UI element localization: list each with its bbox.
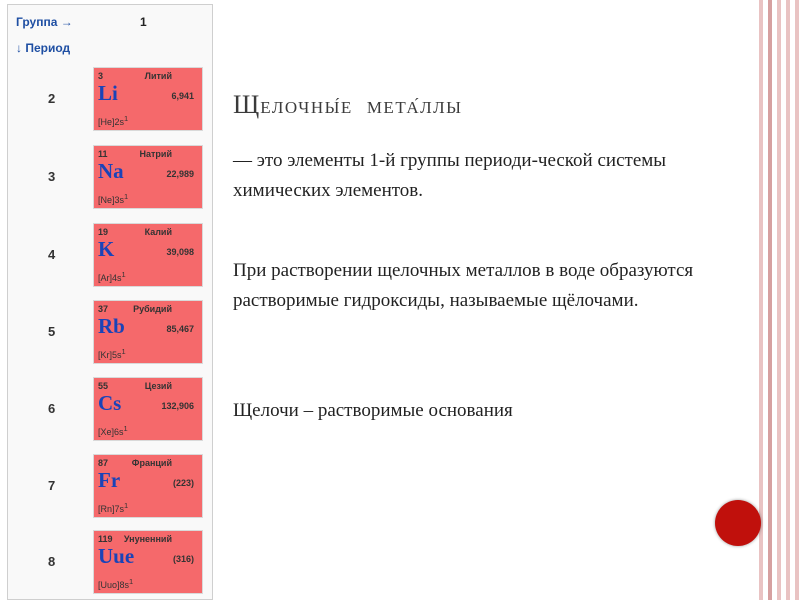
period-number: 4 [48, 247, 56, 262]
atomic-number: 3 [98, 71, 104, 81]
element-symbol: Rb [98, 314, 125, 338]
group-number: 1 [140, 15, 147, 29]
period-header-label: ↓ Период [16, 41, 71, 55]
electron-config: $[Kr]5s^1$ [98, 347, 126, 360]
atomic-mass: (316) [172, 554, 194, 564]
period-number: 5 [48, 324, 56, 339]
element-symbol: Li [98, 81, 118, 105]
element-name: Франций [131, 458, 172, 468]
period-number: 7 [48, 478, 56, 493]
element-name: Калий [144, 227, 172, 237]
element-symbol: Uue [98, 544, 135, 568]
electron-config: $[Uuo]8s^1$ [98, 577, 134, 590]
table-row [8, 145, 212, 211]
element-symbol: Fr [98, 468, 121, 492]
slide-title: ЩЕЛОЧНЫ́Е МЕТА́ЛЛЫ [233, 90, 463, 119]
element-name: Цезий [144, 381, 172, 391]
element-symbol: Na [98, 159, 124, 183]
element-name: Литий [144, 71, 172, 81]
electron-config: $[Ne]3s^1$ [98, 192, 129, 205]
electron-config: $[Rn]7s^1$ [98, 501, 129, 514]
red-circle-icon [715, 500, 761, 546]
period-number: 2 [48, 91, 56, 106]
atomic-mass: 132,906 [161, 401, 194, 411]
group-header-label: Группа → [16, 15, 73, 29]
table-row [8, 377, 212, 443]
element-name: Унуненний [123, 534, 172, 544]
atomic-mass: 6,941 [171, 91, 194, 101]
element-cell-potassium[interactable] [93, 223, 203, 287]
element-cell-sodium[interactable] [93, 145, 203, 209]
periodic-table-group1 [7, 4, 213, 600]
table-row [8, 530, 212, 596]
atomic-number: 87 [98, 458, 109, 468]
period-number: 8 [48, 554, 56, 569]
element-cell-rubidium[interactable] [93, 300, 203, 364]
element-cell-francium[interactable] [93, 454, 203, 518]
atomic-number: 55 [98, 381, 109, 391]
electron-config: $[Xe]6s^1$ [98, 424, 128, 437]
table-row [8, 223, 212, 289]
atomic-number: 119 [98, 534, 113, 544]
definition-text: — это элементы 1-й группы периоди-ческой системы химических элементов. [233, 150, 667, 201]
electron-config: $[Ar]4s^1$ [98, 270, 126, 283]
atomic-number: 37 [98, 304, 109, 314]
table-row [8, 67, 212, 133]
element-symbol: K [98, 237, 115, 261]
element-symbol: Cs [98, 391, 122, 415]
element-name: Рубидий [133, 304, 172, 314]
atomic-mass: (223) [172, 478, 194, 488]
atomic-number: 19 [98, 227, 109, 237]
electron-config: $[He]2s^1$ [98, 114, 129, 127]
period-number: 6 [48, 401, 56, 416]
atomic-mass: 22,989 [166, 169, 194, 179]
element-name: Натрий [139, 149, 172, 159]
atomic-number: 11 [98, 149, 108, 159]
period-number: 3 [48, 169, 56, 184]
alkali-text: Щелочи – растворимые основания [233, 400, 513, 421]
atomic-mass: 85,467 [166, 324, 194, 334]
atomic-mass: 39,098 [166, 247, 194, 257]
hydroxide-text: При растворении щелочных металлов в воде образуются растворимые гидроксиды, называемые щёлочами. [233, 260, 694, 311]
decorative-stripes [754, 0, 800, 600]
table-row [8, 454, 212, 520]
element-cell-cesium[interactable] [93, 377, 203, 441]
element-cell-ununennium[interactable] [93, 530, 203, 594]
table-row [8, 300, 212, 366]
element-cell-lithium[interactable] [93, 67, 203, 131]
